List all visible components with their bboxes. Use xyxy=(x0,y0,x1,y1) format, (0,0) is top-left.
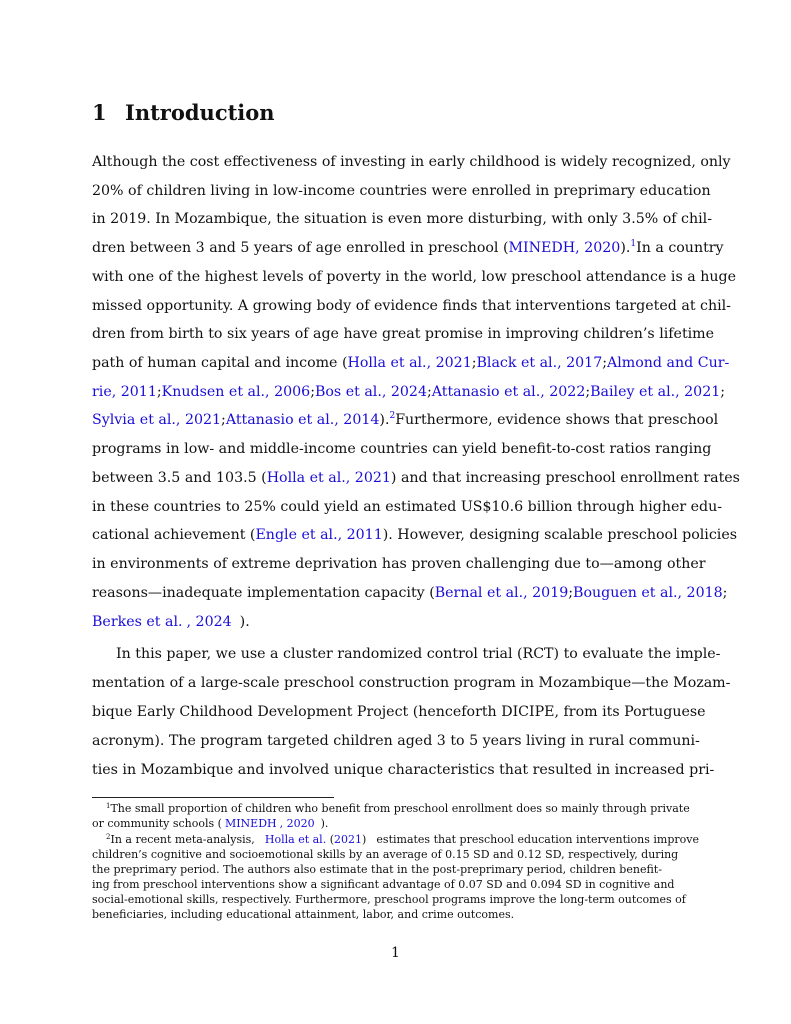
citation-link[interactable]: Holla et al., 2021 xyxy=(266,470,391,486)
text-line: ties in Mozambique and involved unique characteristics that resulted in increased pri- xyxy=(92,762,715,778)
text-line: reasons—inadequate implementation capacity (Bernal et al., 2019; Bouguen et al., 2018; xyxy=(92,585,728,601)
text-line: dren from birth to six years of age have great promise in improving children’s lifetime xyxy=(92,326,715,342)
text-line: rie, 2011; Knudsen et al., 2006; Bos et al., 2024; Attanasio et al., 2022; Bailey et al., 2021; xyxy=(92,384,726,400)
footnote-line: ing from preschool interventions show a significant advantage of 0.07 SD and 0.094 SD in cognitive and xyxy=(92,878,675,891)
citation-link[interactable]: Bos et al., 2024 xyxy=(314,384,427,400)
text-line: in environments of extreme deprivation has proven challenging due to—among other xyxy=(92,556,706,572)
footnote-line: social-emotional skills, respectively. Furthermore, preschool programs improve the long-term outcomes of xyxy=(92,893,686,906)
footnote-number: 2 xyxy=(106,833,111,841)
text-line: dren between 3 and 5 years of age enrolled in preschool (MINEDH, 2020).$^1$ In a country xyxy=(92,239,724,256)
citation-link[interactable]: Bailey et al., 2021 xyxy=(590,384,721,400)
citation-year-link[interactable]: 2021 xyxy=(334,833,362,846)
citation-link[interactable]: Sylvia et al., 2021 xyxy=(92,412,222,428)
text-line: between 3.5 and 103.5 (Holla et al., 2021 ) and that increasing preschool enrollment rates xyxy=(92,470,740,486)
text-line: In this paper, we use a cluster randomized control trial (RCT) to evaluate the imple- xyxy=(116,646,721,662)
citation-link[interactable]: MINEDH, 2020 xyxy=(508,240,621,256)
text-line: missed opportunity. A growing body of evidence finds that interventions targeted at chil- xyxy=(92,298,731,314)
footnote-line: beneficiaries, including educational attainment, labor, and crime outcomes. xyxy=(92,908,515,921)
footnote-marker[interactable]: 2 xyxy=(389,411,396,421)
footnote-line: the preprimary period. The authors also estimate that in the post-preprimary period, children benefit- xyxy=(92,863,662,876)
text-line: bique Early Childhood Development Project (henceforth DICIPE, from its Portuguese xyxy=(92,704,706,720)
page-number: 1 xyxy=(391,945,400,961)
text-line: 20% of children living in low-income countries were enrolled in preprimary education xyxy=(92,183,711,199)
footnote-marker[interactable]: 1 xyxy=(630,239,637,249)
footnote-line: children’s cognitive and socioemotional skills by an average of 0.15 SD and 0.12 SD, respectively, during xyxy=(92,848,679,861)
citation-link[interactable]: MINEDH , 2020 xyxy=(224,817,315,830)
footnote-line: $^1$The small proportion of children who benefit from preschool enrollment does so mainly through private xyxy=(106,802,690,815)
text-line: Berkes et al. , 2024 ). xyxy=(92,614,250,630)
footnote-divider xyxy=(92,797,334,798)
citation-link[interactable]: Holla et al. xyxy=(264,833,327,846)
text-line: programs in low- and middle-income countries can yield benefit-to-cost ratios ranging xyxy=(92,441,712,457)
citation-link[interactable]: Black et al., 2017 xyxy=(476,355,603,371)
citation-link[interactable]: Holla et al., 2021 xyxy=(347,355,472,371)
citation-link[interactable]: Attanasio et al., 2022 xyxy=(431,384,586,400)
section-number: 1 xyxy=(92,100,107,125)
citation-link[interactable]: Almond and Cur- xyxy=(607,355,730,371)
text-line: in 2019. In Mozambique, the situation is even more disturbing, with only 3.5% of chil- xyxy=(92,211,712,227)
text-line: cational achievement (Engle et al., 2011 ). However, designing scalable preschool policies xyxy=(92,527,737,543)
section-title-text: Introduction xyxy=(125,100,275,125)
text-line: with one of the highest levels of poverty in the world, low preschool attendance is a huge xyxy=(92,269,736,285)
text-line: in these countries to 25% could yield an estimated US$10.6 billion through higher edu- xyxy=(92,499,723,515)
text-line: path of human capital and income (Holla et al., 2021; Black et al., 2017; Almond and Cur- xyxy=(92,352,699,374)
footnote-line: $^2$In a recent meta-analysis, Holla et al. (2021) estimates that preschool education interventions improve xyxy=(106,833,699,846)
citation-link[interactable]: Knudsen et al., 2006 xyxy=(161,384,311,400)
citation-link[interactable]: rie, 2011 xyxy=(92,384,157,400)
citation-link[interactable]: Bouguen et al., 2018 xyxy=(573,585,723,601)
text-line: mentation of a large-scale preschool construction program in Mozambique—the Mozam- xyxy=(92,675,731,691)
text-line: Although the cost effectiveness of investing in early childhood is widely recognized, only xyxy=(92,154,731,170)
citation-link[interactable]: Berkes et al. , 2024 xyxy=(92,614,232,630)
citation-link[interactable]: Engle et al., 2011 xyxy=(255,527,383,543)
citation-link[interactable]: Bernal et al., 2019 xyxy=(434,585,569,601)
footnote-line: or community schools ( MINEDH , 2020 ). xyxy=(92,817,329,830)
citation-link[interactable]: Attanasio et al., 2014 xyxy=(225,412,380,428)
section-title xyxy=(92,100,275,125)
text-line: acronym). The program targeted children aged 3 to 5 years living in rural communi- xyxy=(92,733,700,749)
text-line: Sylvia et al., 2021; Attanasio et al., 2014).$^2$ Furthermore, evidence shows that preschool xyxy=(92,411,719,428)
footnote-number: 1 xyxy=(106,802,111,810)
